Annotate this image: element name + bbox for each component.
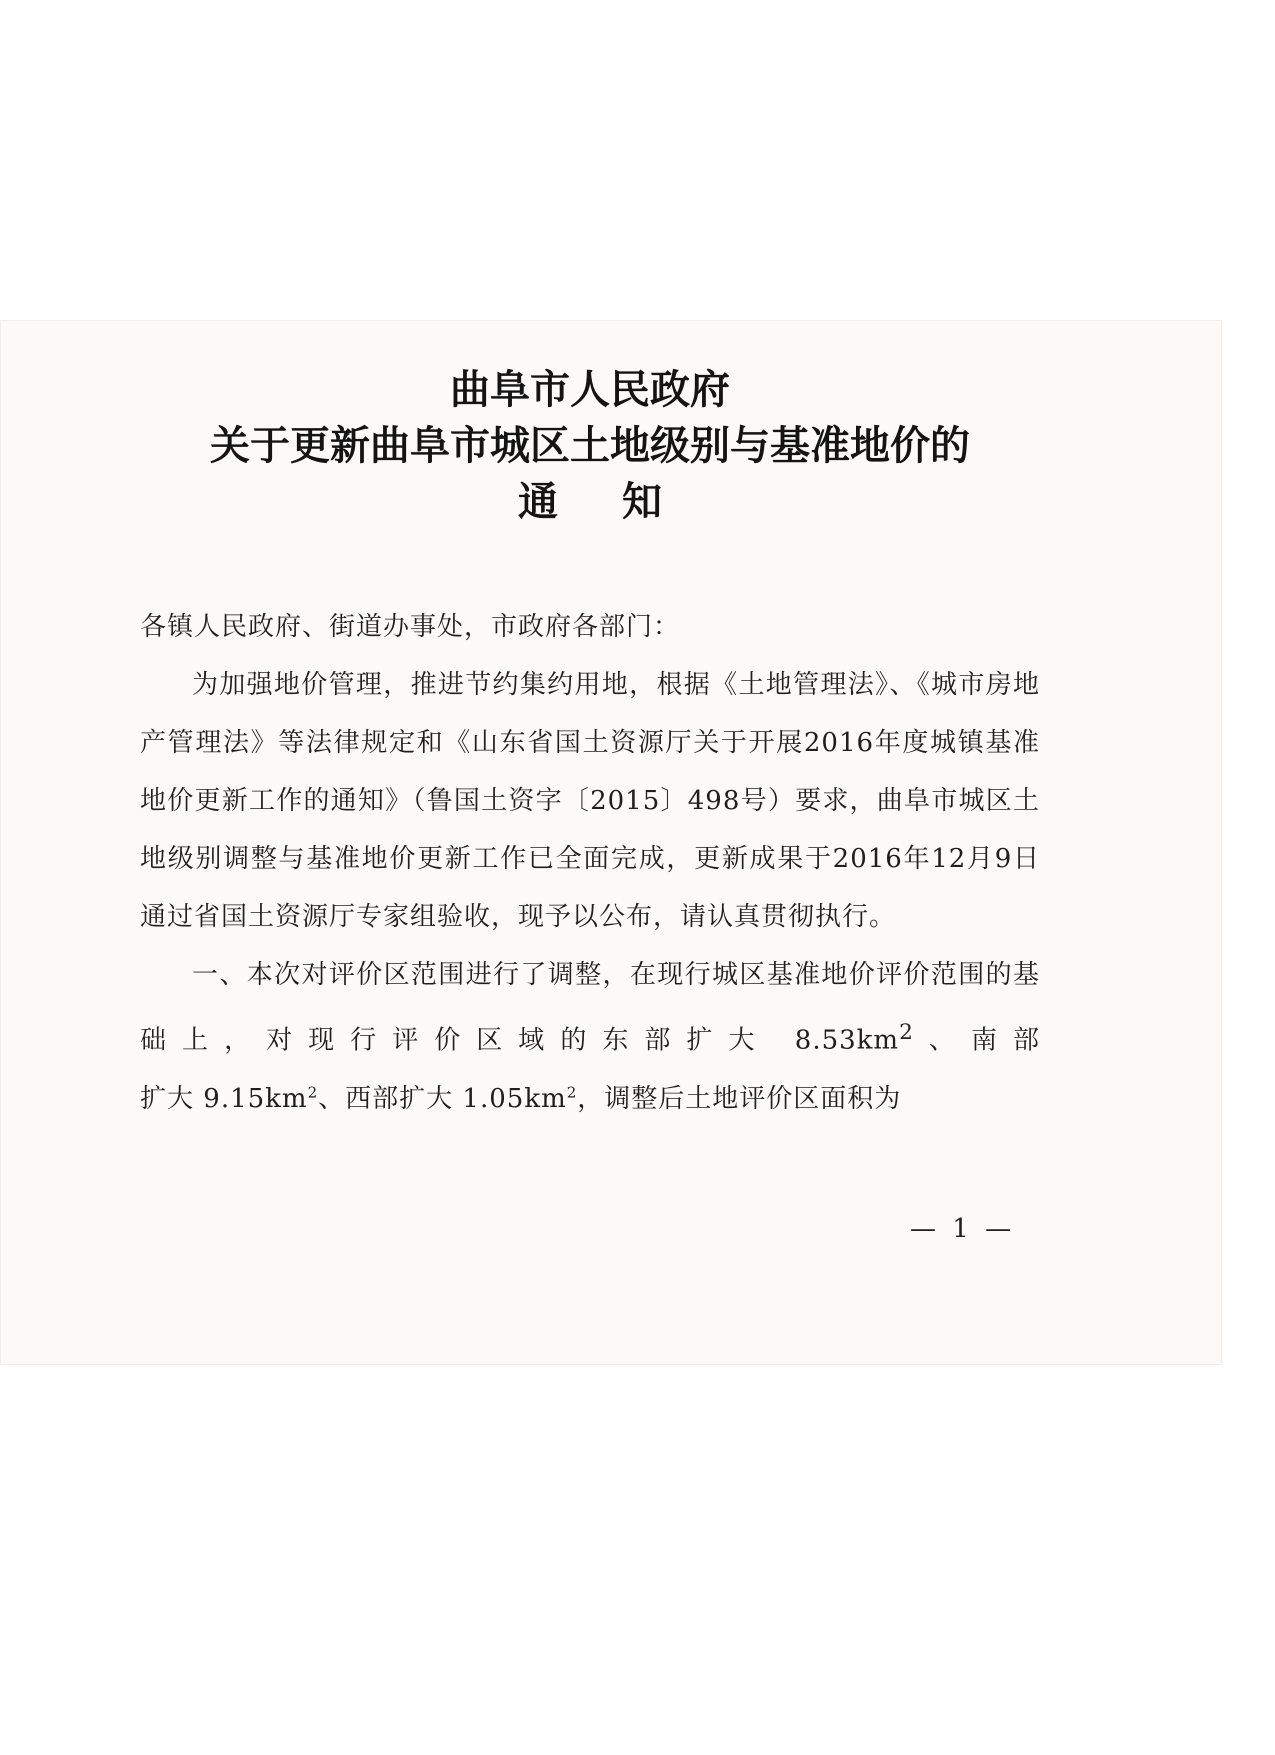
- area-line: [140, 1084, 901, 1114]
- title-subject: 关于更新曲阜市城区土地级别与基准地价的: [210, 423, 970, 469]
- area-south: 9.15km: [203, 1083, 308, 1114]
- paragraph-scope-text: 一、本次对评价区范围进行了调整，在现行城区基准地价评价范围的基础上，对现行评价区域的东部扩大: [140, 960, 1040, 1056]
- paragraph-intro: 为加强地价管理，推进节约集约用地，根据《土地管理法》、《城市房地产管理法》等法律规定和《山东省国土资源厅关于开展2016年度城镇基准地价更新工作的通知》（鲁国土资字〔2015〕498号）要求，曲阜市城区土地级别调整与基准地价更新工作已全面完成，更新成果于2016年12月9日通过省国土资源厅专家组验收，现予以公布，请认真贯彻执行。: [140, 670, 1040, 932]
- area-south-superscript: 2: [307, 1083, 319, 1101]
- document-title: [140, 362, 1040, 530]
- area-tail: ，调整后土地评价区面积为: [577, 1083, 902, 1114]
- paragraph-scope: [140, 946, 1040, 1128]
- page-number: — 1 —: [910, 1214, 1016, 1244]
- title-issuer: 曲阜市人民政府: [450, 367, 730, 413]
- area-south-prefix: 扩大: [140, 1083, 195, 1114]
- area-east: 8.53km: [794, 1025, 900, 1056]
- title-notice: 通知: [518, 479, 726, 525]
- area-east-separator: 、南部: [913, 1025, 1040, 1056]
- area-east-superscript: 2: [899, 1020, 914, 1045]
- area-west-superscript: 2: [566, 1083, 578, 1101]
- salutation: 各镇人民政府、街道办事处，市政府各部门：: [140, 612, 681, 642]
- document-body: [140, 598, 1040, 1128]
- area-west: 1.05km: [462, 1083, 567, 1114]
- area-south-separator: 、西部扩大: [318, 1083, 454, 1114]
